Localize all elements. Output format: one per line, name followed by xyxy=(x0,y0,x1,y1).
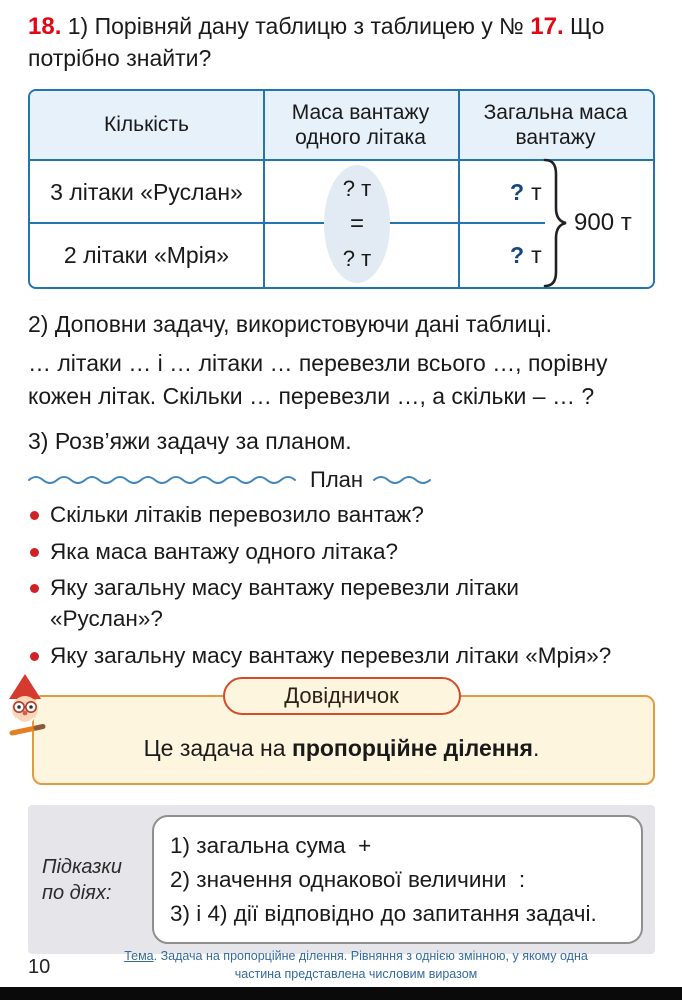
hint-line: 1) загальна сума + xyxy=(170,833,372,859)
wavy-line-left-icon xyxy=(28,474,300,486)
hint-line: 3) і 4) дії відповідно до запитання задачі. xyxy=(170,900,597,926)
oval-top-value: ? т xyxy=(342,175,372,201)
plan-item: Яку загальну масу вантажу перевезли літаки «Руслан»? xyxy=(28,573,617,634)
equal-mass-oval xyxy=(324,165,390,283)
table-column-divider xyxy=(458,91,460,287)
unit-label: т xyxy=(531,241,542,268)
page-number: 10 xyxy=(28,956,51,978)
total-mass-value: 900 т xyxy=(574,208,632,236)
section2-title: 2) Доповни задачу, використовуючи дані таблиці. xyxy=(28,310,553,337)
banner-text xyxy=(28,735,655,762)
curly-brace-icon xyxy=(542,158,568,288)
hints-card xyxy=(152,815,643,944)
fill-in-text: … літаки … і … літаки … перевезли всього …, порівну кожен літак. Скільки … перевезли …, а скільки – … ? xyxy=(28,349,608,409)
exercise-intro-text-2: Що потрібно знайти? xyxy=(28,13,605,72)
footer-theme xyxy=(100,947,612,983)
banner-text-bold: пропорційне ділення xyxy=(291,735,533,762)
row-label: 2 літаки «Мрія» xyxy=(63,241,230,268)
exercise-number: 18. xyxy=(28,13,62,40)
footer-theme-text: . Задача на пропорційне ділення. Рівняння з однією змінною, у якому одна частина представлена числовим виразом xyxy=(153,948,588,981)
banner-ribbon-title: Довідничок xyxy=(223,677,461,715)
plan-list xyxy=(28,500,655,671)
page-footer xyxy=(0,939,682,987)
section3-title: 3) Розв’яжи задачу за планом. xyxy=(28,428,352,455)
unit-label: т xyxy=(531,178,542,205)
hints-label: Підказки по діях: xyxy=(42,855,122,904)
oval-bottom-value: ? т xyxy=(342,245,372,271)
equals-sign: = xyxy=(349,209,364,237)
table-header-total-mass: Загальна маса вантажу xyxy=(483,100,628,149)
banner-text-pre: Це задача на xyxy=(143,735,292,762)
table-row-divider xyxy=(30,222,545,224)
total-brace-group xyxy=(542,157,632,289)
wavy-line-right-icon xyxy=(373,474,435,486)
cargo-table xyxy=(28,89,655,289)
hints-panel xyxy=(28,805,655,954)
unknown-value: ? xyxy=(510,178,525,205)
mascot-icon xyxy=(2,671,48,749)
unknown-value: ? xyxy=(510,241,525,268)
plan-divider xyxy=(28,467,655,493)
exercise-ref-number: 17. xyxy=(530,13,564,40)
plan-label: План xyxy=(310,467,364,493)
exercise-intro xyxy=(28,10,655,75)
row-label: 3 літаки «Руслан» xyxy=(50,178,243,205)
plan-item: Яка маса вантажу одного літака? xyxy=(28,537,617,568)
table-column-divider xyxy=(263,91,265,287)
bottom-bar xyxy=(0,987,682,1000)
hint-line: 2) значення однакової величини : xyxy=(170,866,526,892)
plan-item: Яку загальну масу вантажу перевезли літаки «Мрія»? xyxy=(28,641,617,672)
footer-theme-label: Тема xyxy=(124,948,154,963)
plan-item: Скільки літаків перевозило вантаж? xyxy=(28,500,617,531)
table-header-row xyxy=(30,91,653,161)
table-header-quantity: Кількість xyxy=(103,113,189,137)
exercise-intro-text: 1) Порівняй дану таблицю з таблицею у № xyxy=(67,13,531,39)
table-header-mass-one: Маса вантажу одного літака xyxy=(291,100,430,149)
banner-text-post: . xyxy=(532,735,540,762)
helper-banner xyxy=(28,677,655,789)
